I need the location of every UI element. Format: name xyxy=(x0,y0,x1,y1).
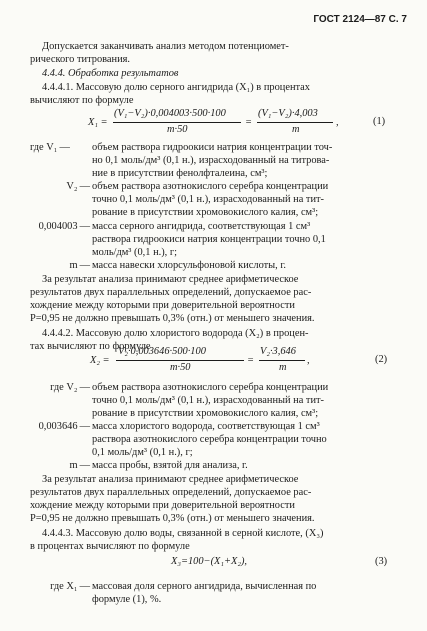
def-line: масса хлористого водорода, соответствующая 1 см³ xyxy=(92,421,320,432)
def-key: V₂ — xyxy=(66,181,90,192)
text-line: Допускается заканчивать анализ методом потенциомет- xyxy=(42,41,289,52)
def-key: где V₂ — xyxy=(50,382,90,393)
text-line: хождение между которыми при доверительной вероятности xyxy=(30,500,295,511)
def-line: раствора азотнокислого серебра концентрации точно xyxy=(92,434,327,445)
def-line: масса серного ангидрида, соответствующая 1 см³ xyxy=(92,221,311,232)
def-key: m — xyxy=(69,260,90,271)
def-line: рование в присутствии хромовокислого калия, см³; xyxy=(92,207,319,218)
def-line: раствора гидроокиси натрия концентрации точно 0,1 xyxy=(92,234,326,245)
def-line: точно 0,1 моль/дм³ (0,1 н.), израсходованный на тит- xyxy=(92,194,325,205)
def-line: формуле (1), %. xyxy=(92,594,162,605)
def-line: объем раствора азотнокислого серебра концентрации xyxy=(92,382,329,393)
def-line: но 0,1 моль/дм³ (0,1 н.), израсходованный на титрова- xyxy=(92,155,330,166)
def-line: точно 0,1 моль/дм³ (0,1 н.), израсходованный на тит- xyxy=(92,395,325,406)
text-line: 4.4.4.3. Массовую долю воды, связанной в серной кислоте, (X₃) xyxy=(42,528,324,539)
text-line: рического титрования. xyxy=(30,54,131,65)
def-line: рование в присутствии хромовокислого калия, см³; xyxy=(92,408,319,419)
text-line: тах вычисляют по формуле xyxy=(30,341,151,352)
def-line: масса навески хлорсульфоновой кислоты, г. xyxy=(92,260,287,271)
def-line: объем раствора гидроокиси натрия концентрации точ- xyxy=(92,142,333,153)
def-key: где X₁ — xyxy=(50,581,90,592)
def-key: 0,003646 — xyxy=(38,421,90,432)
text-line: результатов двух параллельных определений, допускаемое рас- xyxy=(30,487,312,498)
section-heading: 4.4.4. Обработка результатов xyxy=(42,68,179,79)
def-line: 0,1 моль/дм³ (0,1 н.), г; xyxy=(92,447,193,458)
text-line: P=0,95 не должно превышать 0,3% (отн.) от меньшего значения. xyxy=(30,313,315,324)
def-line: массовая доля серного ангидрида, вычисленная по xyxy=(92,581,317,592)
text-line: За результат анализа принимают среднее арифметическое xyxy=(42,274,299,285)
def-key: 0,004003 — xyxy=(38,221,90,232)
text-line: хождение между которыми при доверительной вероятности xyxy=(30,300,295,311)
text-line: 4.4.4.1. Массовую долю серного ангидрида (X₁) в процентах xyxy=(42,82,310,93)
page-header: ГОСТ 2124—87 С. 7 xyxy=(313,14,407,25)
text-line: За результат анализа принимают среднее арифметическое xyxy=(42,474,299,485)
text-line: P=0,95 не должно превышать 0,3% (отн.) от меньшего значения. xyxy=(30,513,315,524)
def-line: масса пробы, взятой для анализа, г. xyxy=(92,460,248,471)
def-line: моль/дм³ (0,1 н.), г; xyxy=(92,247,178,258)
def-line: ние в присутствии фенолфталеина, см³; xyxy=(92,168,268,179)
def-line: объем раствора азотнокислого серебра концентрации xyxy=(92,181,329,192)
text-line: вычисляют по формуле xyxy=(30,95,134,106)
text-line: 4.4.4.2. Массовую долю хлористого водорода (X₂) в процен- xyxy=(42,328,309,339)
def-key: где V₁ — xyxy=(30,142,70,153)
text-line: результатов двух параллельных определений, допускаемое рас- xyxy=(30,287,312,298)
text-line: в процентах вычисляют по формуле xyxy=(30,541,190,552)
def-key: m — xyxy=(69,460,90,471)
